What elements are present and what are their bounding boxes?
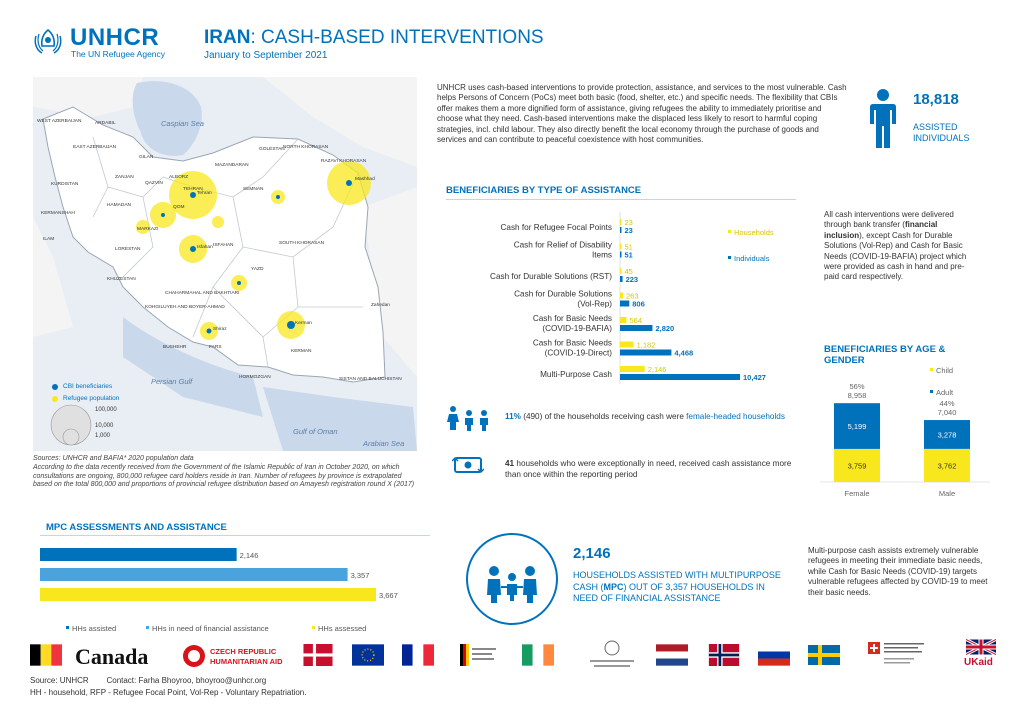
share-label: 44% (939, 399, 955, 409)
family-icon (447, 405, 491, 431)
mpc-households-label (573, 570, 783, 605)
mpc-bar (40, 548, 237, 561)
map-scale-label: 1,000 (95, 433, 111, 439)
bar-value-label: 564 (629, 316, 643, 325)
stack-label: 3,762 (937, 461, 957, 471)
category-label: Cash for Basic Needs (532, 338, 612, 348)
map-province-label: CHAHARMAHAL AND BAKHTIARI (165, 291, 240, 296)
female-headed-highlight: female-headed households (686, 412, 785, 421)
legend-swatch (728, 230, 731, 233)
map-city-label: Shiraz (213, 327, 227, 332)
mpc-households-value: 2,146 (573, 545, 611, 562)
map-city-label: Isfahan (197, 245, 213, 250)
map-province-label: KOHGILUYEH AND BOYER-AHMAD (145, 305, 225, 310)
bar-value-label: 23 (624, 226, 633, 235)
section-divider (40, 535, 430, 536)
logo-tagline: The UN Refugee Agency (71, 49, 166, 59)
czech-aid-line: HUMANITARIAN AID (210, 657, 283, 666)
czech-aid-emblem-icon (182, 644, 206, 668)
title-rest: : CASH-BASED INTERVENTIONS (250, 27, 544, 48)
germany-emblem-icon (460, 644, 498, 666)
map-province-label: YAZD (251, 267, 264, 272)
legend-swatch (312, 626, 315, 629)
bar-individuals (620, 325, 652, 331)
unhcr-logo (30, 24, 200, 60)
map-province-label: HORMOZGAN (239, 375, 271, 380)
bar-value-label: 23 (624, 218, 633, 227)
map-province-label: ISFAHAN (213, 243, 234, 248)
eu-flag-icon (352, 644, 384, 666)
cash-transfer-icon (452, 455, 484, 475)
bar-individuals (620, 374, 740, 380)
delivery-note-text: ), except Cash for Durable Solutions (Vol-Rep) and Cash for Basic Needs (COVID-19-BAFIA) project which were provided as cash in hand and pre-paid card respectively. (824, 230, 967, 282)
bar-individuals (620, 252, 622, 258)
map-legend-cbi: CBI beneficiaries (63, 383, 113, 390)
map-scale-label: 10,000 (95, 423, 114, 429)
title-country: IRAN (204, 27, 251, 48)
female-headed-mid: (490) of the households receiving cash were (520, 412, 687, 421)
repeat-count: 41 (505, 459, 515, 468)
denmark-flag-icon (302, 644, 334, 666)
map-province-label: QAZVIN (145, 181, 163, 186)
bar-value-label: 806 (632, 299, 645, 309)
belgium-flag-icon (30, 644, 62, 666)
mpc-bar-value: 2,146 (239, 551, 259, 560)
category-label: Male (938, 489, 956, 498)
map-province-label: RAZAVI KHORASAN (321, 159, 367, 164)
category-label: Cash for Durable Solutions (514, 289, 612, 299)
stack-label: 3,759 (847, 461, 867, 471)
map-legend-refugee: Refugee population (63, 395, 120, 402)
map-province-label: SOUTH KHORASAN (279, 241, 325, 246)
category-label: Cash for Relief of Disability (513, 240, 612, 250)
bar-households (620, 219, 622, 225)
category-label: Cash for Refugee Focal Points (500, 223, 612, 232)
bar-value-label: 51 (624, 250, 633, 260)
map-province-label: SISTAN AND BALUCHISTAN (339, 377, 402, 382)
map-scale-label: 100,000 (95, 407, 117, 413)
mpc-bar-value: 3,357 (350, 571, 370, 580)
person-icon (868, 88, 898, 150)
age-gender-title: BENEFICIARIES BY AGE & GENDER (824, 344, 946, 366)
sweden-flag-icon (808, 644, 840, 666)
map-city-label: Zahedan (371, 303, 390, 308)
legend-swatch (728, 256, 731, 259)
logo-wordmark: UNHCR (70, 24, 160, 51)
type-bar-chart (440, 212, 800, 387)
bar-households (620, 244, 622, 250)
category-label: (COVID-19-Direct) (544, 348, 612, 358)
category-label: (COVID-19-BAFIA) (542, 324, 612, 333)
czech-aid-line: CZECH REPUBLIC (210, 647, 277, 656)
bar-value-label: 2,820 (655, 324, 675, 333)
assisted-individuals-label (913, 122, 970, 145)
map-sea-label: Persian Gulf (151, 377, 193, 386)
total-label: 8,958 (847, 391, 867, 401)
intro-paragraph: UNHCR uses cash-based interventions to provide protection, assistance, and services to the most vulnerable. Cash helps Persons of Concern (PoCs) meet both basic (food, shelter, etc.) and specific needs. The flexibility that CBIs offer makes them a more dignified form of assistance, giving refugees the ability to immediately prioritise and choose what they need. Cash-based interventions make the displaced less likely to resort to harmful coping strategies, incl. child labour. They also directly benefit the local economy through the purchase of goods and services and can contribute to peaceful coexistence with host communities. (437, 83, 847, 144)
legend-label: Households (734, 228, 774, 237)
ukaid-logo (964, 638, 1000, 670)
kpi-label-line: ASSISTED (913, 122, 958, 132)
bar-households (620, 317, 626, 323)
map-province-label: TEHRAN (183, 187, 203, 192)
map-city-label: Mashhad (355, 177, 375, 182)
delivery-note-bold: financial inclusion (824, 220, 938, 240)
section-divider (446, 199, 796, 200)
mpc-label-text: ) OUT OF 3,357 HOUSEHOLDS IN NEED OF FINANCIAL ASSISTANCE (573, 581, 765, 604)
bar-value-label: 51 (624, 242, 633, 252)
bar-value-label: 2,146 (647, 365, 667, 374)
ukaid-wordmark: UKaid (964, 657, 993, 668)
bar-value-label: 4,468 (674, 348, 694, 358)
map-province-label: ARDABIL (95, 121, 116, 126)
czech-aid-logo (182, 644, 292, 676)
family-holding-hands-icon (468, 535, 556, 623)
map-province-label: LORESTAN (115, 247, 141, 252)
total-label: 7,040 (937, 408, 957, 418)
map-province-label: SEMNAN (243, 187, 264, 192)
legend-swatch (930, 368, 933, 371)
switzerland-emblem-icon (868, 640, 948, 670)
mpc-circle (466, 533, 558, 625)
bar-value-label: 223 (625, 275, 639, 284)
share-label: 56% (849, 382, 865, 392)
legend-label: Individuals (734, 254, 770, 263)
map-sea-label: Gulf of Oman (293, 427, 338, 436)
japan-logo (582, 638, 642, 670)
mpc-label-text: HOUSEHOLDS ASSISTED WITH MULTIPURPOSE CASH ( (573, 570, 781, 592)
stack-label: 5,199 (847, 422, 867, 432)
map-province-label: EAST AZERBAIJAN (73, 145, 117, 150)
bar-value-label: 45 (624, 267, 633, 276)
assisted-individuals-value: 18,818 (913, 91, 959, 108)
bar-households (620, 268, 622, 274)
map-city-label: Kerman (295, 321, 312, 326)
map-sea-label: Arabian Sea (363, 439, 405, 448)
mpc-bar (40, 588, 376, 601)
repeat-assistance-text (505, 459, 795, 480)
map-province-label: ILAM (43, 237, 55, 242)
legend-label: HHs in need of financial assistance (152, 624, 269, 633)
map-province-label: WEST AZERBAIJAN (37, 119, 82, 124)
mpc-label-bold: MPC (603, 581, 624, 592)
map-province-label: MARKAZI (137, 227, 159, 232)
legend-swatch (930, 390, 933, 393)
map-province-label: KURDISTAN (51, 182, 79, 187)
legend-label: HHs assisted (72, 624, 117, 633)
bar-households (620, 342, 634, 348)
map-province-label: ZANJAN (115, 175, 134, 180)
bar-individuals (620, 301, 629, 307)
female-headed-text (505, 412, 795, 423)
ireland-flag-icon (522, 644, 554, 666)
iran-map (33, 77, 417, 451)
category-label: Items (591, 250, 612, 260)
switzerland-logo (868, 640, 948, 672)
category-label: Multi-Purpose Cash (540, 370, 612, 379)
bar-individuals (620, 276, 623, 282)
female-headed-pct: 11% (505, 412, 521, 421)
map-city-label: Tehran (197, 191, 212, 196)
unhcr-emblem-icon (30, 26, 66, 56)
norway-flag-icon (708, 644, 740, 666)
uk-flag-icon (966, 638, 996, 656)
page-subtitle: January to September 2021 (204, 50, 328, 61)
bar-individuals (620, 227, 622, 233)
kpi-label-line: INDIVIDUALS (913, 133, 970, 144)
map-province-label: MAZANDARAN (215, 163, 249, 168)
germany-logo (460, 644, 500, 676)
age-gender-chart (820, 362, 990, 502)
france-flag-icon (402, 644, 434, 666)
legend-label: Child (936, 366, 954, 375)
legend-label: Adult (936, 388, 954, 397)
bar-households (620, 293, 623, 299)
legend-swatch (66, 626, 69, 629)
map-province-label: GOLESTAN (259, 147, 285, 152)
bar-value-label: 263 (626, 291, 639, 301)
map-province-label: GILAN (139, 155, 154, 160)
bar-individuals (620, 350, 671, 356)
map-province-label: ALBORZ (169, 175, 189, 180)
bar-value-label: 1,182 (636, 340, 656, 350)
delivery-note (824, 210, 974, 283)
map-province-label: FARS (209, 345, 222, 350)
bar-households (620, 366, 645, 372)
mpc-bar (40, 568, 348, 581)
mpc-bar-value: 3,667 (379, 591, 398, 600)
source-line: Source: UNHCR Contact: Farha Bhoyroo, bhoyroo@unhcr.org (30, 676, 267, 685)
map-sea-label: Caspian Sea (161, 119, 204, 128)
legend-swatch (146, 626, 149, 629)
legend-label: HHs assessed (318, 624, 367, 633)
russia-flag-icon (758, 644, 790, 666)
japan-emblem-icon (582, 638, 642, 670)
map-province-label: HAMADAN (107, 203, 131, 208)
delivery-note-text: All cash interventions were delivered through bank transfer ( (824, 210, 954, 230)
map-province-label: KERMANSHAH (41, 211, 75, 216)
bar-value-label: 10,427 (743, 373, 766, 382)
type-chart-title: BENEFICIARIES BY TYPE OF ASSISTANCE (446, 185, 642, 196)
category-label: (Vol-Rep) (577, 299, 612, 309)
mpc-bar-chart (38, 540, 438, 640)
repeat-desc: households who were exceptionally in need, received cash assistance more than once within the reporting period (505, 459, 792, 479)
category-label: Cash for Basic Needs (532, 314, 612, 323)
abbreviations-footnote: HH - household, RFP - Refugee Focal Point, Vol-Rep - Voluntary Repatriation. (30, 688, 307, 697)
category-label: Female (844, 489, 870, 498)
mpc-title: MPC ASSESSMENTS AND ASSISTANCE (46, 522, 227, 533)
mpc-note: Multi-purpose cash assists extremely vulnerable refugees in meeting their immediate basic needs, while Cash for Basic Needs (COVID-19) targets vulnerable refugees affected by COVID-19 to meet their basic needs. (808, 546, 988, 597)
category-label: Cash for Durable Solutions (RST) (490, 272, 612, 281)
map-province-label: NORTH KHORASAN (283, 145, 329, 150)
stack-label: 3,278 (937, 430, 957, 440)
map-province-label: QOM (173, 205, 185, 210)
donor-logos (30, 638, 1000, 672)
canada-logo: Canada (75, 644, 149, 669)
map-province-label: KHUZESTAN (107, 277, 136, 282)
netherlands-flag-icon (656, 644, 688, 666)
page-title (204, 27, 544, 49)
map-sources-note: Sources: UNHCR and BAFIA* 2020 population data According to the data recently received from the Government of the Islamic Republic of Iran in October 2020, on which consultations are ongoing, 800,000 refugee card holders reside in Iran. Number of refugees by province is extrapolated based on the total 800,000 and proportions of provincial refugee distribution based on Amayesh registration round X (2017) (33, 455, 415, 489)
map-province-label: KERMAN (291, 349, 312, 354)
map-province-label: BUSHEHR (163, 345, 187, 350)
